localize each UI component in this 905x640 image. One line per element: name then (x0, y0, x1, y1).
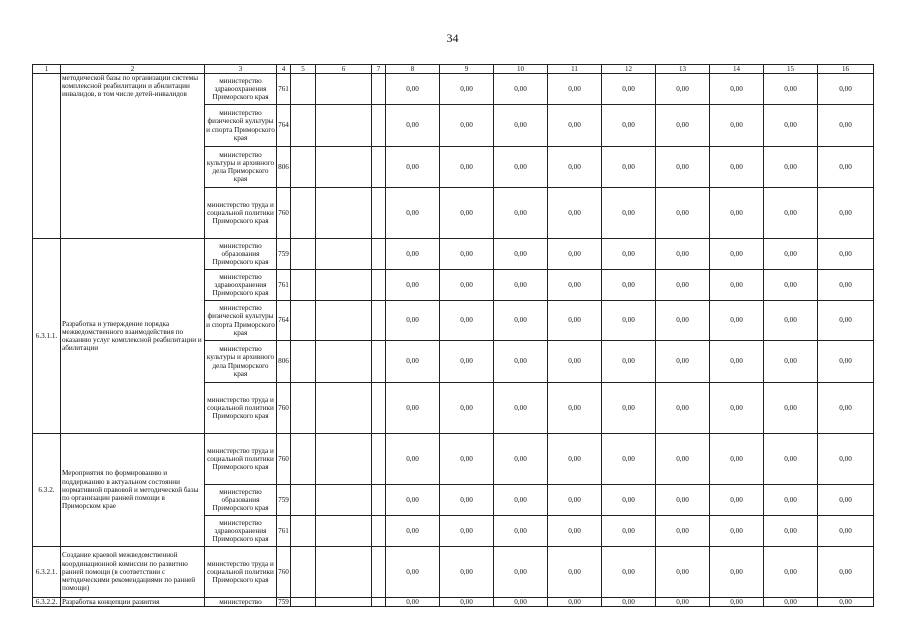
amount-cell: 0,00 (602, 516, 656, 547)
amount-cell: 0,00 (818, 547, 874, 598)
executor-cell: министерство образования Приморского края (205, 485, 277, 516)
amount-cell: 0,00 (440, 74, 494, 105)
amount-cell: 0,00 (818, 383, 874, 434)
amount-cell: 0,00 (710, 74, 764, 105)
column-header-4: 4 (277, 65, 291, 74)
executor-cell: министерство образования Приморского края (205, 239, 277, 270)
column-header-1: 1 (33, 65, 61, 74)
executor-cell: министерство физической культуры и спорта Приморского края (205, 301, 277, 341)
amount-cell: 0,00 (440, 434, 494, 485)
empty-cell (316, 301, 372, 341)
budget-table (32, 64, 874, 607)
table-row (33, 239, 874, 270)
amount-cell: 0,00 (548, 341, 602, 383)
amount-cell: 0,00 (764, 270, 818, 301)
amount-cell: 0,00 (656, 147, 710, 188)
amount-cell: 0,00 (494, 485, 548, 516)
amount-cell: 0,00 (440, 270, 494, 301)
empty-cell (316, 74, 372, 105)
item-code-cell: 6.3.2.2. (33, 598, 61, 607)
amount-cell: 0,00 (818, 434, 874, 485)
amount-cell: 0,00 (386, 188, 440, 239)
empty-cell (291, 598, 316, 607)
amount-cell: 0,00 (818, 598, 874, 607)
amount-cell: 0,00 (656, 270, 710, 301)
amount-cell: 0,00 (656, 598, 710, 607)
column-header-13: 13 (656, 65, 710, 74)
executor-cell: министерство здравоохранения Приморского края (205, 74, 277, 105)
page-number: 34 (446, 31, 459, 45)
empty-cell (291, 188, 316, 239)
empty-cell (291, 516, 316, 547)
empty-cell (316, 188, 372, 239)
amount-cell: 0,00 (656, 105, 710, 147)
empty-cell (291, 485, 316, 516)
amount-cell: 0,00 (494, 147, 548, 188)
empty-cell (316, 434, 372, 485)
amount-cell: 0,00 (548, 598, 602, 607)
amount-cell: 0,00 (818, 341, 874, 383)
amount-cell: 0,00 (764, 188, 818, 239)
empty-cell (372, 270, 386, 301)
amount-cell: 0,00 (386, 598, 440, 607)
amount-cell: 0,00 (386, 301, 440, 341)
amount-cell: 0,00 (440, 485, 494, 516)
empty-cell (291, 74, 316, 105)
empty-cell (372, 383, 386, 434)
empty-cell (291, 239, 316, 270)
amount-cell: 0,00 (764, 239, 818, 270)
column-header-10: 10 (494, 65, 548, 74)
amount-cell: 0,00 (710, 239, 764, 270)
empty-cell (316, 547, 372, 598)
item-description-cell: Разработка и утверждение порядка межведомственного взаимодействия по оказанию услуг комплексной реабилитации и абилитации (61, 239, 205, 434)
amount-cell: 0,00 (548, 188, 602, 239)
empty-cell (372, 341, 386, 383)
amount-cell: 0,00 (764, 105, 818, 147)
column-header-12: 12 (602, 65, 656, 74)
amount-cell: 0,00 (386, 105, 440, 147)
empty-cell (372, 239, 386, 270)
amount-cell: 0,00 (602, 598, 656, 607)
amount-cell: 0,00 (818, 516, 874, 547)
empty-cell (372, 147, 386, 188)
amount-cell: 0,00 (386, 147, 440, 188)
amount-cell: 0,00 (386, 547, 440, 598)
amount-cell: 0,00 (494, 105, 548, 147)
column-header-8: 8 (386, 65, 440, 74)
executor-cell: министерство труда и социальной политики Приморского края (205, 188, 277, 239)
amount-cell: 0,00 (494, 301, 548, 341)
kbk-code-cell: 759 (277, 485, 291, 516)
amount-cell: 0,00 (764, 341, 818, 383)
kbk-code-cell: 806 (277, 147, 291, 188)
amount-cell: 0,00 (548, 547, 602, 598)
column-header-11: 11 (548, 65, 602, 74)
amount-cell: 0,00 (602, 434, 656, 485)
table-row (33, 547, 874, 598)
empty-cell (291, 547, 316, 598)
amount-cell: 0,00 (548, 74, 602, 105)
empty-cell (372, 301, 386, 341)
empty-cell (372, 547, 386, 598)
executor-cell: министерство (205, 598, 277, 607)
amount-cell: 0,00 (764, 74, 818, 105)
empty-cell (291, 383, 316, 434)
empty-cell (291, 301, 316, 341)
amount-cell: 0,00 (764, 301, 818, 341)
amount-cell: 0,00 (710, 301, 764, 341)
amount-cell: 0,00 (656, 434, 710, 485)
amount-cell: 0,00 (440, 147, 494, 188)
empty-cell (291, 105, 316, 147)
empty-cell (372, 188, 386, 239)
item-description-cell: Разработка концепции развития (61, 598, 205, 607)
amount-cell: 0,00 (440, 516, 494, 547)
amount-cell: 0,00 (656, 516, 710, 547)
amount-cell: 0,00 (602, 239, 656, 270)
amount-cell: 0,00 (764, 147, 818, 188)
amount-cell: 0,00 (656, 485, 710, 516)
amount-cell: 0,00 (602, 270, 656, 301)
amount-cell: 0,00 (548, 270, 602, 301)
empty-cell (372, 598, 386, 607)
amount-cell: 0,00 (548, 383, 602, 434)
executor-cell: министерство культуры и архивного дела Приморского края (205, 147, 277, 188)
empty-cell (372, 434, 386, 485)
executor-cell: министерство культуры и архивного дела Приморского края (205, 341, 277, 383)
amount-cell: 0,00 (818, 485, 874, 516)
amount-cell: 0,00 (602, 147, 656, 188)
amount-cell: 0,00 (602, 485, 656, 516)
amount-cell: 0,00 (494, 383, 548, 434)
empty-cell (316, 485, 372, 516)
kbk-code-cell: 760 (277, 434, 291, 485)
executor-cell: министерство физической культуры и спорта Приморского края (205, 105, 277, 147)
amount-cell: 0,00 (494, 516, 548, 547)
kbk-code-cell: 761 (277, 516, 291, 547)
amount-cell: 0,00 (494, 270, 548, 301)
amount-cell: 0,00 (548, 516, 602, 547)
amount-cell: 0,00 (386, 516, 440, 547)
empty-cell (291, 270, 316, 301)
amount-cell: 0,00 (440, 188, 494, 239)
empty-cell (372, 105, 386, 147)
column-header-15: 15 (764, 65, 818, 74)
column-header-2: 2 (61, 65, 205, 74)
amount-cell: 0,00 (656, 239, 710, 270)
amount-cell: 0,00 (710, 105, 764, 147)
kbk-code-cell: 759 (277, 239, 291, 270)
empty-cell (291, 341, 316, 383)
amount-cell: 0,00 (440, 598, 494, 607)
amount-cell: 0,00 (386, 270, 440, 301)
table-row (33, 434, 874, 485)
amount-cell: 0,00 (710, 547, 764, 598)
empty-cell (316, 270, 372, 301)
amount-cell: 0,00 (386, 485, 440, 516)
column-header-7: 7 (372, 65, 386, 74)
amount-cell: 0,00 (494, 434, 548, 485)
kbk-code-cell: 761 (277, 74, 291, 105)
amount-cell: 0,00 (602, 188, 656, 239)
column-header-3: 3 (205, 65, 277, 74)
amount-cell: 0,00 (494, 239, 548, 270)
amount-cell: 0,00 (656, 301, 710, 341)
empty-cell (316, 341, 372, 383)
amount-cell: 0,00 (386, 74, 440, 105)
amount-cell: 0,00 (440, 105, 494, 147)
executor-cell: министерство здравоохранения Приморского края (205, 516, 277, 547)
amount-cell: 0,00 (602, 105, 656, 147)
item-description-cell: Создание краевой межведомственной координационной комиссии по развитию ранней помощи (в соответствии с методическими рекомендациями по ранней помощи) (61, 547, 205, 598)
amount-cell: 0,00 (656, 383, 710, 434)
amount-cell: 0,00 (494, 547, 548, 598)
item-description-cell: Мероприятия по формированию и поддержанию в актуальном состоянии нормативной правовой и методической базы по организации ранней помощи в Приморском крае (61, 434, 205, 547)
item-code-cell (33, 74, 61, 239)
amount-cell: 0,00 (548, 301, 602, 341)
kbk-code-cell: 760 (277, 188, 291, 239)
amount-cell: 0,00 (548, 147, 602, 188)
empty-cell (316, 598, 372, 607)
amount-cell: 0,00 (764, 598, 818, 607)
amount-cell: 0,00 (818, 301, 874, 341)
empty-cell (316, 383, 372, 434)
amount-cell: 0,00 (386, 434, 440, 485)
amount-cell: 0,00 (710, 485, 764, 516)
column-header-6: 6 (316, 65, 372, 74)
item-code-cell: 6.3.2. (33, 434, 61, 547)
column-header-5: 5 (291, 65, 316, 74)
amount-cell: 0,00 (656, 188, 710, 239)
empty-cell (372, 485, 386, 516)
kbk-code-cell: 764 (277, 105, 291, 147)
executor-cell: министерство труда и социальной политики Приморского края (205, 383, 277, 434)
amount-cell: 0,00 (818, 270, 874, 301)
amount-cell: 0,00 (548, 105, 602, 147)
amount-cell: 0,00 (764, 485, 818, 516)
empty-cell (316, 105, 372, 147)
executor-cell: министерство труда и социальной политики Приморского края (205, 547, 277, 598)
column-header-16: 16 (818, 65, 874, 74)
amount-cell: 0,00 (710, 434, 764, 485)
amount-cell: 0,00 (710, 383, 764, 434)
empty-cell (372, 516, 386, 547)
executor-cell: министерство труда и социальной политики Приморского края (205, 434, 277, 485)
kbk-code-cell: 760 (277, 383, 291, 434)
amount-cell: 0,00 (494, 341, 548, 383)
empty-cell (291, 147, 316, 188)
empty-cell (316, 239, 372, 270)
amount-cell: 0,00 (494, 74, 548, 105)
empty-cell (372, 74, 386, 105)
amount-cell: 0,00 (764, 383, 818, 434)
amount-cell: 0,00 (710, 341, 764, 383)
amount-cell: 0,00 (656, 341, 710, 383)
amount-cell: 0,00 (602, 383, 656, 434)
amount-cell: 0,00 (440, 341, 494, 383)
empty-cell (316, 147, 372, 188)
amount-cell: 0,00 (440, 383, 494, 434)
amount-cell: 0,00 (602, 547, 656, 598)
kbk-code-cell: 759 (278, 598, 289, 606)
item-code-cell: 6.3.2.1. (33, 547, 61, 598)
amount-cell: 0,00 (710, 147, 764, 188)
amount-cell: 0,00 (764, 434, 818, 485)
kbk-code-cell: 806 (277, 341, 291, 383)
amount-cell: 0,00 (548, 239, 602, 270)
header-row (33, 65, 874, 74)
amount-cell: 0,00 (548, 485, 602, 516)
amount-cell: 0,00 (386, 341, 440, 383)
amount-cell: 0,00 (710, 598, 764, 607)
column-header-14: 14 (710, 65, 764, 74)
empty-cell (291, 434, 316, 485)
kbk-code-cell: 764 (277, 301, 291, 341)
amount-cell: 0,00 (818, 105, 874, 147)
amount-cell: 0,00 (440, 301, 494, 341)
amount-cell: 0,00 (440, 547, 494, 598)
amount-cell: 0,00 (656, 74, 710, 105)
amount-cell: 0,00 (818, 188, 874, 239)
amount-cell: 0,00 (764, 547, 818, 598)
column-header-9: 9 (440, 65, 494, 74)
amount-cell: 0,00 (710, 188, 764, 239)
amount-cell: 0,00 (386, 239, 440, 270)
table-row (33, 598, 874, 607)
amount-cell: 0,00 (710, 270, 764, 301)
amount-cell: 0,00 (602, 301, 656, 341)
empty-cell (316, 516, 372, 547)
amount-cell: 0,00 (818, 147, 874, 188)
amount-cell: 0,00 (818, 74, 874, 105)
amount-cell: 0,00 (602, 74, 656, 105)
item-description-cell: методической базы по организации системы комплексной реабилитации и абилитации инвалидов, в том числе детей-инвалидов (61, 74, 205, 239)
amount-cell: 0,00 (710, 516, 764, 547)
item-code-cell: 6.3.1.1. (33, 239, 61, 434)
amount-cell: 0,00 (494, 598, 548, 607)
kbk-code-cell: 761 (277, 270, 291, 301)
table-row (33, 74, 874, 105)
amount-cell: 0,00 (440, 239, 494, 270)
kbk-code-cell: 760 (277, 547, 291, 598)
amount-cell: 0,00 (494, 188, 548, 239)
amount-cell: 0,00 (764, 516, 818, 547)
amount-cell: 0,00 (656, 547, 710, 598)
amount-cell: 0,00 (602, 341, 656, 383)
amount-cell: 0,00 (548, 434, 602, 485)
amount-cell: 0,00 (386, 383, 440, 434)
executor-cell: министерство здравоохранения Приморского края (205, 270, 277, 301)
amount-cell: 0,00 (818, 239, 874, 270)
